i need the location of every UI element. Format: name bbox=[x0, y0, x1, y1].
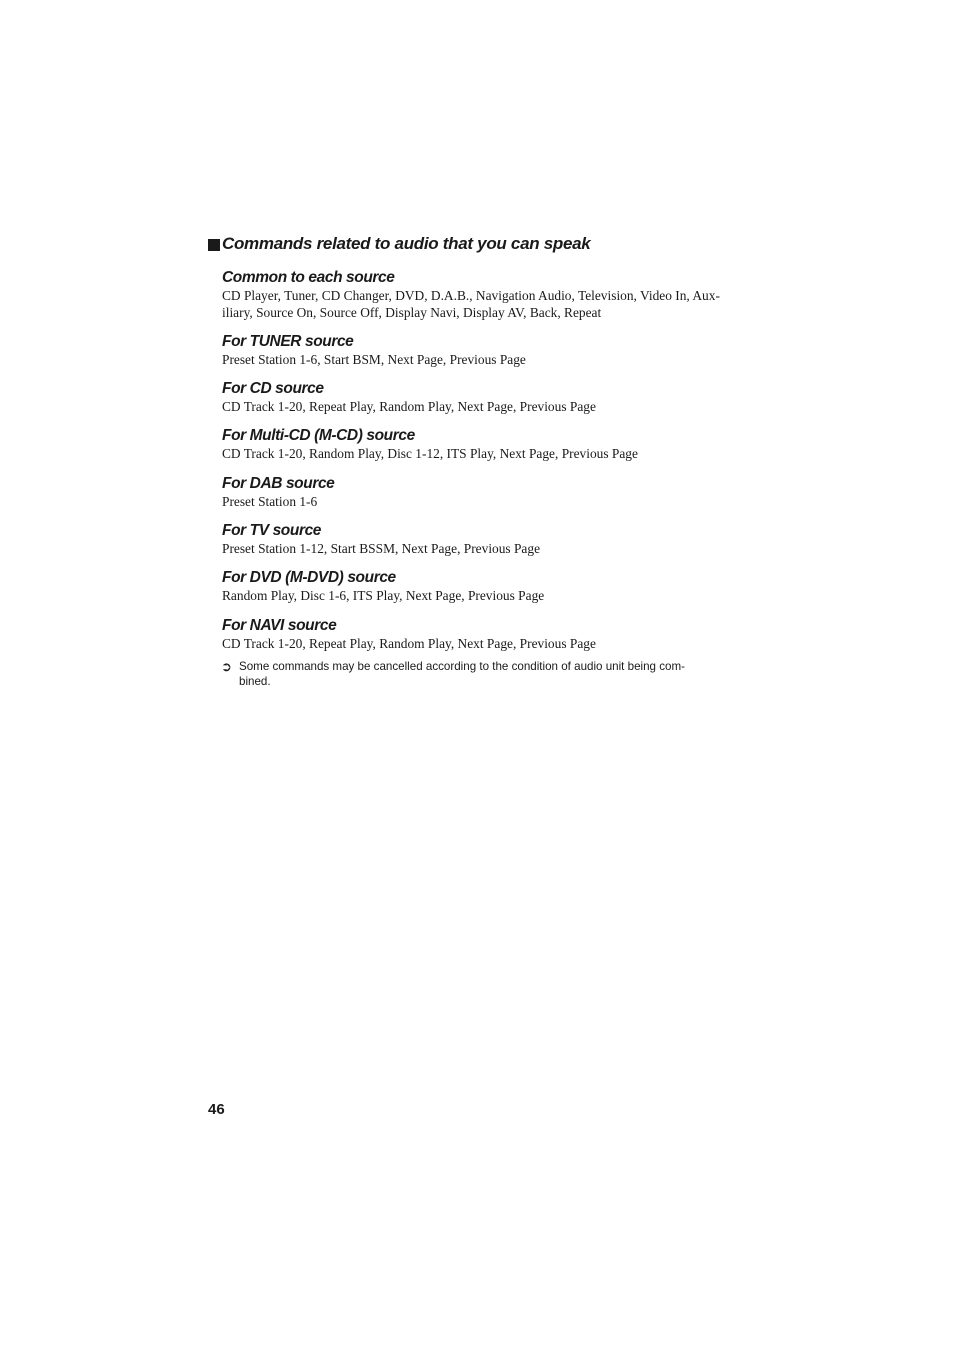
block-heading: For Multi-CD (M-CD) source bbox=[222, 427, 415, 444]
block-heading: For TUNER source bbox=[222, 333, 354, 350]
source-block-dvd bbox=[222, 568, 762, 604]
block-heading: For DVD (M-DVD) source bbox=[222, 569, 396, 586]
source-block-navi bbox=[222, 616, 762, 652]
block-body-line: CD Track 1-20, Repeat Play, Random Play, Next Page, Previous Page bbox=[222, 399, 596, 414]
black-square-icon bbox=[208, 239, 220, 251]
block-body-line: iliary, Source On, Source Off, Display Navi, Display AV, Back, Repeat bbox=[222, 305, 602, 320]
block-heading: For TV source bbox=[222, 522, 322, 539]
section-title: Commands related to audio that you can speak bbox=[222, 234, 591, 253]
block-body-line: Random Play, Disc 1-6, ITS Play, Next Page, Previous Page bbox=[222, 588, 545, 603]
block-heading: Common to each source bbox=[222, 269, 395, 286]
block-body-line: Preset Station 1-6, Start BSM, Next Page, Previous Page bbox=[222, 352, 526, 367]
block-body-line: CD Player, Tuner, CD Changer, DVD, D.A.B., Navigation Audio, Television, Video In, Aux- bbox=[222, 288, 720, 303]
block-body-line: Preset Station 1-6 bbox=[222, 494, 318, 509]
source-block-tv bbox=[222, 521, 762, 557]
block-heading: For NAVI source bbox=[222, 617, 337, 634]
source-block-dab bbox=[222, 474, 762, 510]
source-block-common bbox=[222, 268, 762, 321]
block-heading: For DAB source bbox=[222, 475, 335, 492]
curved-arrow-icon: ➲ bbox=[221, 659, 232, 674]
block-body-line: CD Track 1-20, Random Play, Disc 1-12, ITS Play, Next Page, Previous Page bbox=[222, 446, 638, 461]
note-text bbox=[239, 660, 685, 689]
source-block-cd bbox=[222, 379, 762, 415]
page-number: 46 bbox=[208, 1101, 225, 1118]
block-body-line: Preset Station 1-12, Start BSSM, Next Page, Previous Page bbox=[222, 541, 541, 556]
note-line: Some commands may be cancelled according to the condition of audio unit being com- bbox=[239, 660, 685, 673]
source-block-tuner bbox=[222, 332, 762, 368]
source-block-multi-cd bbox=[222, 426, 762, 462]
note-line: bined. bbox=[239, 674, 271, 688]
section-heading bbox=[208, 234, 590, 254]
block-body-line: CD Track 1-20, Repeat Play, Random Play, Next Page, Previous Page bbox=[222, 636, 596, 651]
note bbox=[221, 660, 751, 689]
block-heading: For CD source bbox=[222, 380, 324, 397]
